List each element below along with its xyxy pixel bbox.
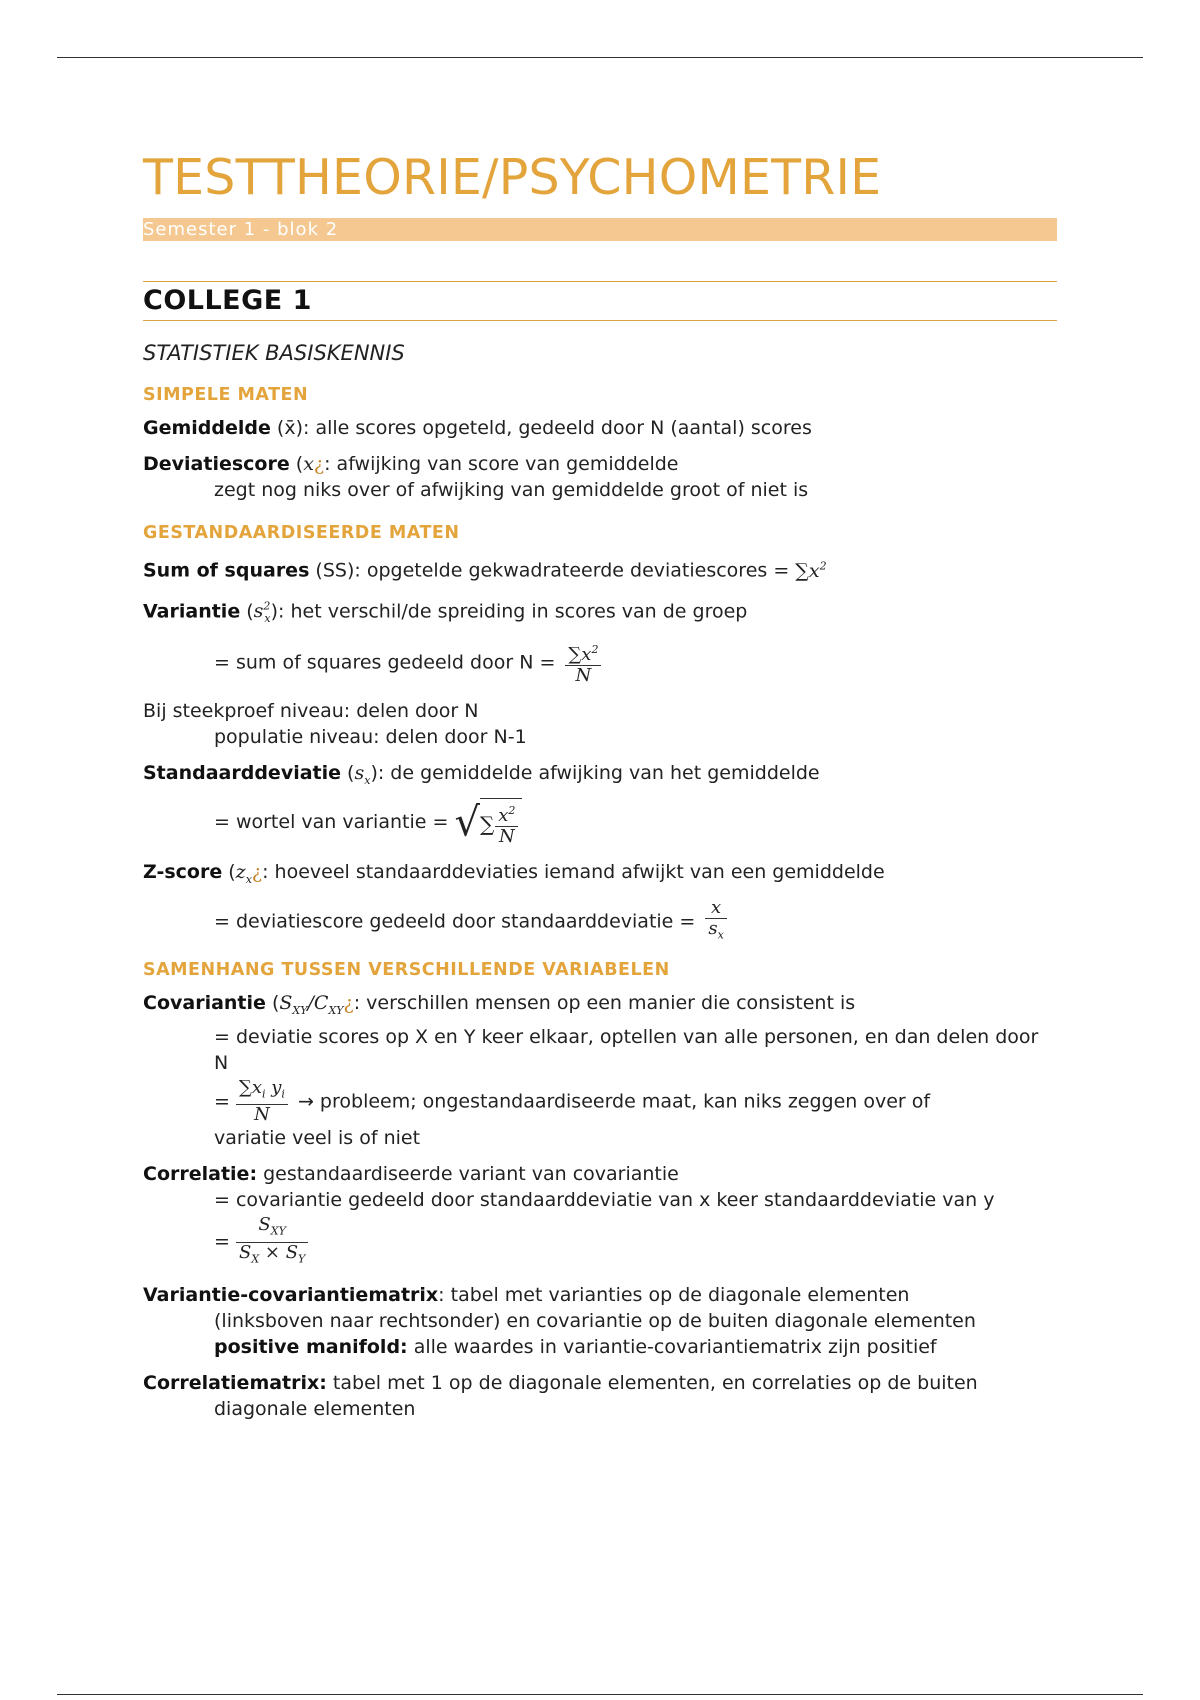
cm-term: Correlatiematrix: [143, 1371, 327, 1394]
sd-text: ): de gemiddelde afwijking van het gemiddelde [370, 761, 820, 784]
deviation-symbol: x [303, 453, 314, 476]
z-eq-text: = deviatiescore gedeeld door standaarddeviatie = [214, 910, 702, 933]
cov-symbol-c-sub: XY [328, 1003, 344, 1017]
z-symbol-z: z [235, 860, 246, 883]
cov-symbol-s-sub: XY [292, 1003, 308, 1017]
ss-formula [795, 560, 826, 582]
z-definition [143, 859, 1057, 893]
corr-term: Correlatie: [143, 1163, 258, 1186]
corr-den-times: × [259, 1241, 286, 1263]
cov-num-y: y [265, 1076, 282, 1098]
cov-fraction-den: N [254, 1104, 270, 1126]
mean-definition [143, 415, 1057, 441]
cov-text: : verschillen mensen op een manier die consistent is [353, 991, 856, 1014]
top-rule [57, 57, 1143, 58]
cov-open: ( [265, 991, 280, 1014]
sd-fraction [495, 801, 518, 847]
corr-line2: = covariantie gedeeld door standaarddeviatie van x keer standaarddeviatie van y [214, 1189, 995, 1212]
sd-symbol-s: s [354, 761, 365, 784]
cm-line2: diagonale elementen [214, 1397, 416, 1420]
sample-line: Bij steekproef niveau: delen door N [143, 699, 479, 722]
cov-term: Covariantie [143, 991, 266, 1014]
variance-text: ): het verschil/de spreiding in scores van de groep [270, 600, 748, 622]
deviation-term: Deviatiescore [143, 453, 290, 476]
variance-definition [143, 594, 1057, 632]
ss-formula-exponent: 2 [819, 559, 827, 573]
z-fraction-num: x [705, 898, 726, 919]
sd-eq-text: = wortel van variantie = [214, 810, 455, 833]
cov-definition [143, 990, 1057, 1024]
corr-den-sy-sub: Y [298, 1252, 306, 1266]
corr-den-sx-sub: X [251, 1252, 260, 1266]
variance-eq-text: = sum of squares gedeeld door N = [214, 651, 562, 674]
sd-num-sup: 2 [508, 803, 516, 817]
variance-open: ( [240, 600, 254, 622]
pm-text: alle waardes in variantie-covariantiematrix zijn positief [407, 1335, 937, 1358]
cov-symbol-s: S [279, 991, 293, 1014]
cov-num-x: ∑x [238, 1076, 262, 1098]
sd-fraction-den: N [498, 825, 515, 847]
section-title: STATISTIEK BASISKENNIS [143, 341, 405, 366]
z-symbol-sub: x [245, 872, 252, 886]
corr-fraction-den [236, 1243, 308, 1270]
cov-num-sub-i1: i [261, 1087, 266, 1101]
document-subtitle: Semester 1 - blok 2 [143, 218, 1057, 241]
z-symbol [235, 860, 252, 886]
ss-text: (SS): opgetelde gekwadrateerde deviatiescores = [309, 559, 796, 582]
corr-eq: = [214, 1230, 236, 1253]
cov-problem: → probleem; ongestandaardiseerde maat, kan niks zeggen over of [291, 1090, 931, 1113]
cov-line2: = deviatie scores op X en Y keer elkaar, optellen van alle personen, en dan delen door N [214, 1025, 1039, 1074]
sd-term: Standaarddeviatie [143, 761, 342, 784]
z-open: ( [222, 860, 236, 883]
pm-definition [143, 1334, 1057, 1360]
sqrt-radical-icon: √ [454, 799, 480, 846]
subheading-standardized: GESTANDAARDISEERDE MATEN [143, 523, 460, 544]
sd-formula-line [143, 798, 1057, 847]
vcm-definition [143, 1282, 1057, 1308]
cov-fraction [236, 1078, 288, 1126]
sd-fraction-num [495, 801, 518, 827]
variance-symbol-s: s [253, 600, 264, 622]
document-page [143, 150, 1057, 1422]
variance-formula-line [143, 640, 1057, 686]
deviation-note: zegt nog niks over of afwijking van gemiddelde groot of niet is [214, 479, 809, 502]
cm-definition [143, 1370, 1057, 1396]
vcm-term: Variantie-covariantiematrix [143, 1283, 439, 1306]
mean-text: (x̄): alle scores opgeteld, gedeeld door N (aantal) scores [270, 417, 812, 440]
cov-glyph: ¿ [343, 991, 354, 1014]
variance-fraction-num [565, 640, 601, 666]
variance-symbol-sub: x [264, 611, 271, 625]
ss-term: Sum of squares [143, 559, 310, 582]
cm-text: tabel met 1 op de diagonale elementen, en correlaties op de buiten [326, 1371, 978, 1394]
variance-fraction-den: N [575, 664, 592, 686]
corr-den-sx: S [238, 1241, 252, 1263]
corr-num-s: S [258, 1214, 271, 1236]
subheading-relation: SAMENHANG TUSSEN VERSCHILLENDE VARIABELEN [143, 959, 670, 980]
deviation-definition [143, 451, 1057, 477]
corr-fraction [236, 1215, 308, 1269]
sd-definition [143, 760, 1057, 794]
deviation-text: : afwijking van score van gemiddelde [324, 453, 679, 476]
cov-symbol [279, 991, 344, 1017]
sd-open: ( [341, 761, 355, 784]
sd-num-sym: x [498, 804, 509, 826]
ss-formula-symbol: ∑x [795, 559, 820, 582]
corr-den-sy: S [285, 1241, 299, 1263]
sd-sigma: ∑ [479, 811, 495, 836]
sd-sqrt-body [480, 798, 522, 847]
pm-term: positive manifold: [214, 1335, 408, 1358]
corr-num-sub: XY [270, 1224, 286, 1238]
z-term: Z-score [143, 860, 223, 883]
z-fraction [705, 898, 726, 946]
variance-num-sym: ∑x [568, 643, 592, 665]
variance-symbol [253, 599, 271, 625]
vcm-text: : tabel met varianties op de diagonale elementen [438, 1283, 910, 1306]
cov-formula-line [143, 1078, 1057, 1126]
variance-fraction [565, 640, 601, 686]
z-formula-line [143, 898, 1057, 946]
population-line: populatie niveau: delen door N-1 [214, 725, 527, 748]
corr-formula-line [143, 1215, 1057, 1269]
sd-symbol [354, 761, 371, 787]
variance-term: Variantie [143, 600, 241, 622]
corr-text: gestandaardiseerde variant van covariantie [257, 1163, 679, 1186]
cov-symbol-slash: / [307, 991, 314, 1014]
mean-term: Gemiddelde [143, 417, 271, 440]
z-fraction-den [705, 919, 726, 946]
z-den-sym: s [708, 918, 718, 940]
sd-sqrt [454, 798, 522, 847]
z-text: : hoeveel standaarddeviaties iemand afwijkt van een gemiddelde [262, 860, 885, 883]
college-heading: COLLEGE 1 [143, 281, 1057, 321]
cov-fraction-num [236, 1078, 288, 1106]
ss-definition [143, 553, 1057, 583]
document-title: TESTTHEORIE/PSYCHOMETRIE [143, 149, 882, 206]
corr-fraction-num [236, 1215, 308, 1243]
bottom-rule [57, 1694, 1143, 1695]
deviation-glyph: ¿ [313, 453, 325, 476]
sd-symbol-sub: x [364, 773, 371, 787]
variance-symbol-sup: 2 [263, 599, 271, 613]
z-den-sub: x [717, 928, 724, 942]
cov-symbol-c: C [313, 991, 329, 1014]
vcm-line2: (linksboven naar rechtsonder) en covariantie op de buiten diagonale elementen [214, 1309, 976, 1332]
cov-problem-end: variatie veel is of niet [214, 1127, 421, 1150]
cov-num-sub-i2: i [281, 1087, 285, 1101]
corr-definition [143, 1161, 1057, 1187]
deviation-open: ( [289, 453, 304, 476]
subheading-simple: SIMPELE MATEN [143, 385, 309, 406]
cov-eq: = [214, 1090, 236, 1113]
z-glyph: ¿ [251, 860, 263, 883]
variance-num-sup: 2 [591, 642, 599, 656]
